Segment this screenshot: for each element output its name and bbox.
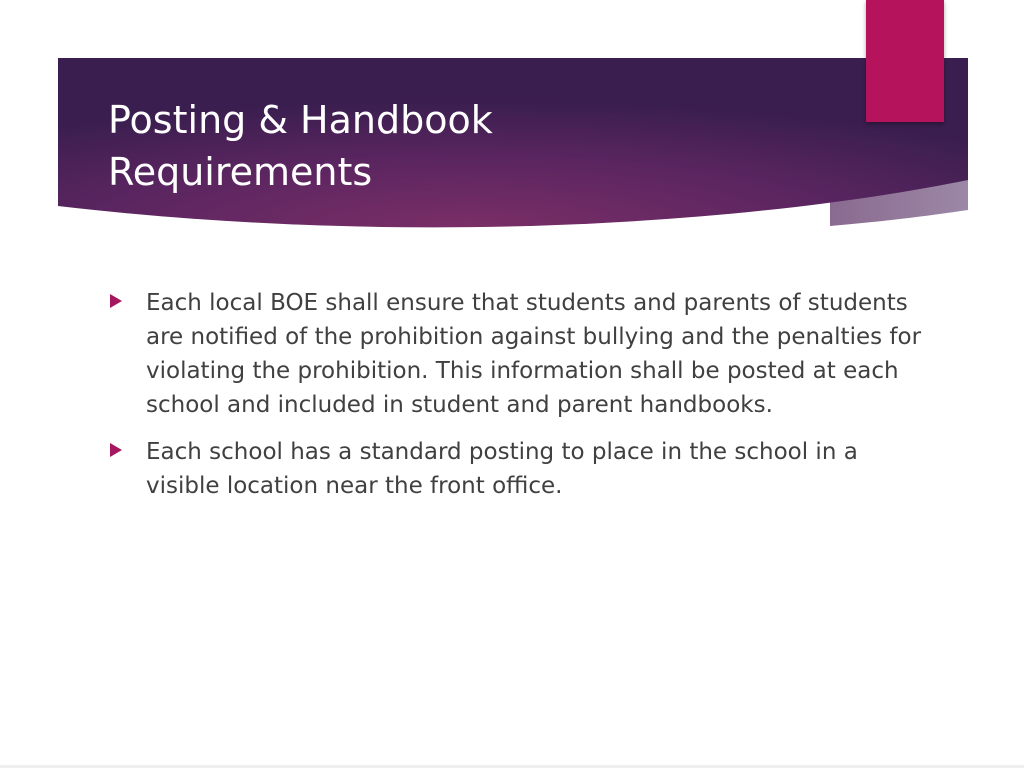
right-triangle-icon bbox=[110, 294, 122, 308]
slide-title-line-2: Requirements bbox=[108, 150, 373, 194]
bullet-item-1 bbox=[108, 286, 938, 422]
bullet-text: Each school has a standard posting to place in the school in a visible location near the front office. bbox=[146, 439, 858, 499]
bullet-list bbox=[108, 286, 938, 516]
bullet-text: Each local BOE shall ensure that students and parents of students are notified of the prohibition against bullying and the penalties for violating the prohibition. This information shall be posted at each school and included in student and parent handbooks. bbox=[146, 290, 922, 418]
bullet-item-2 bbox=[108, 435, 938, 503]
right-triangle-icon bbox=[110, 443, 122, 457]
slide-title-line-1: Posting & Handbook bbox=[108, 98, 493, 142]
slide-title bbox=[108, 94, 808, 198]
accent-tab bbox=[866, 0, 944, 122]
